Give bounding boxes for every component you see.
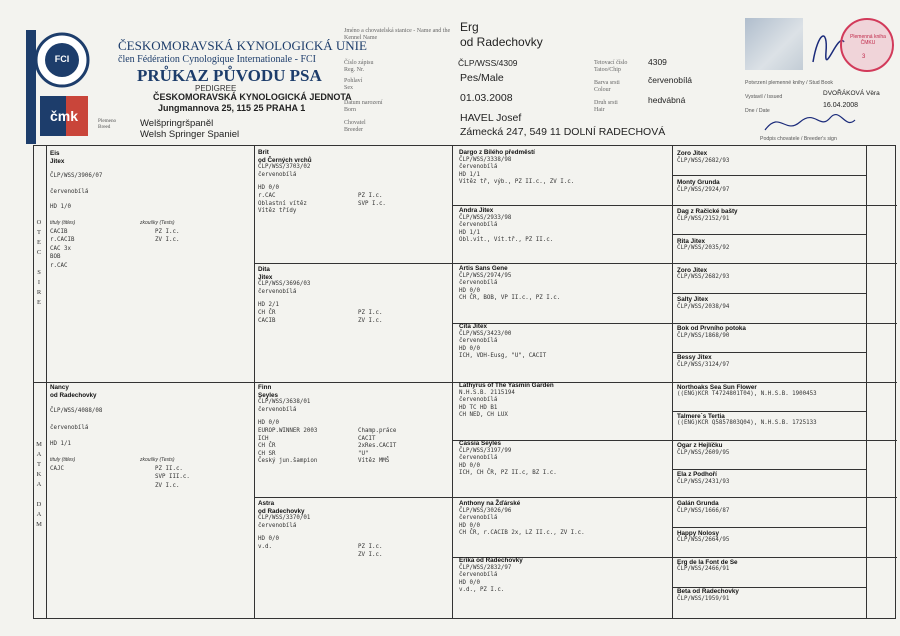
gen4-cell [677,588,739,603]
gen2-cell [258,500,383,588]
dog-born: 01.03.2008 [460,92,513,104]
dog-kennel: od Radechovky [460,35,543,49]
ancestor-name: Zoro Jitex [677,150,708,157]
gen4-cell [677,442,729,457]
ancestor-reg: ČLP/WSS/2431/93 [677,478,730,485]
label-studbook: Potvrzení plemenné knihy / Stud Book [745,80,833,86]
ancestor-line: červenobílá [459,338,498,345]
gen4-cell [677,325,746,340]
title-item: r.CACIB [50,237,75,244]
ancestor-reg: ((ENG)KCR Q5857803Q04), N.H.S.B. 1725133 [677,420,817,427]
gen4-cell [677,530,729,545]
ancestor-hd: HD 0/0 [258,420,279,427]
ancestor-reg: ČLP/WSS/3703/02 [258,164,311,171]
ancestor-name: Zoro Jitex [677,266,708,274]
gen4-cell [677,384,817,399]
ancestor-name: Brit [258,149,269,156]
ancestor-name: Monty Grunda [677,179,720,187]
ancestor-tests [358,544,382,559]
ancestor-name: Erg de la Font de Se [677,558,738,566]
ancestor-line: červenobílá [459,280,498,287]
dam-cell: Nancy od Radechovky ČLP/WSS/4088/08 červenobílá HD 1/1 tituly (titles) zkoušky (Tests) CAJC PZ II.c. SVP III.c. ZV I.c. [50,384,190,489]
issued-date: 16.04.2008 [823,102,859,109]
ancestor-name: Erika od Radechovky [459,557,523,564]
dog-colour: červenobílá [648,75,692,85]
ancestor-name: Cita Jitex [459,323,487,330]
label-colour: Barva srsti Colour [594,80,620,93]
ancestor-line: HD 0/0 [459,579,480,586]
gen4-cell [677,471,729,486]
side-letter: I [37,279,41,286]
dog-sex: Pes/Male [460,72,504,84]
ancestor-name: Ela z Podhoří [677,471,717,479]
ancestor-reg: ČLP/WSS/3124/97 [677,361,730,368]
label-date: Dne / Date [745,108,770,114]
gen4-cell [677,179,729,194]
ancestor-name: Dag z Račické bašty [677,208,738,216]
title-item: EUROP.WINNER 2003 [258,427,318,434]
side-letter: E [37,299,41,306]
ancestor-line: ČLP/WSS/2933/98 [459,214,512,221]
test-item: PZ I.c. [358,192,383,199]
ancestor-name: Finn [258,384,272,391]
ancestor-line: ČLP/WSS/3423/00 [459,330,512,337]
fci-logo-text: FCI [54,54,70,64]
title-item: CH SR [258,450,276,457]
dog-tattoo: 4309 [648,57,667,67]
side-letter: T [37,461,41,468]
ancestor-line: ČLP/WSS/3197/99 [459,447,512,454]
ancestor-reg: ČLP/WSS/2682/93 [677,157,730,164]
gen3-cell [459,207,553,245]
cmk-logo-letters: čmk [49,108,79,124]
ancestor-reg: ČLP/WSS/2152/91 [677,215,730,222]
title-item: r.CAC [258,192,276,199]
gen3-cell [459,440,557,478]
ancestor-reg: ((ENG)KCR T4724801T04), N.H.S.B. 1900453 [677,391,817,398]
gen3-cell [459,265,560,303]
ancestor-colour: červenobílá [258,522,297,529]
gen2-cell [258,266,383,354]
dam-side-label [33,440,45,530]
side-letter: O [36,219,42,226]
side-letter: R [36,289,42,296]
ancestor-tests [358,428,396,466]
dog-name: Erg [460,20,479,34]
breeder-name: HAVEL Josef [460,112,522,124]
title-item: Oblastní vítěz [258,200,307,207]
ancestor-name: Dargo z Bílého předměstí [459,149,535,156]
label-breeder: Chovatel Breeder [344,120,366,133]
test-item: CACIT [358,435,376,442]
ancestor-kennel: Seyles [258,391,278,399]
dog-reg: ČLP/WSS/4309 [458,58,518,68]
ancestor-line: červenobílá [459,515,498,522]
test-item: Vítěz MMŠ [358,458,390,465]
ancestor-line: CH NED, CH LUX [459,412,508,419]
ancestor-line: ČLP/WSS/3338/98 [459,156,512,163]
ancestor-kennel: od Černých vrchů [258,156,312,164]
title-item: CACIB [258,317,276,324]
gen3-cell [459,382,554,420]
gen4-cell [677,267,729,282]
hologram-sticker [745,18,803,70]
ancestor-line: ICH, CH ČR, PZ II.c, BZ I.c. [459,470,557,477]
gen4-cell [677,500,729,515]
breed-cz: Welšpringršpaněl [140,118,214,129]
ancestor-hd: HD 0/0 [258,536,279,543]
ancestor-reg: ČLP/WSS/2682/93 [677,274,730,281]
ancestor-line: červenobílá [459,222,498,229]
label-tattoo: Tetovací číslo Tatoo/Chip [594,60,628,73]
ancestor-name: Bok od Prvního potoka [677,325,746,333]
ancestor-line: Obl.vít., Vít.tř., PZ II.c. [459,237,554,244]
ancestor-name: Dita [258,266,270,273]
breed-label: Plemeno Breed [98,118,117,130]
ancestor-line: HD 0/0 [459,345,480,352]
ancestor-line: HD 1/1 [459,171,480,178]
label-born: Datum narození Born [344,100,383,113]
ancestor-name: Salty Jitex [677,296,709,303]
ancestor-reg: ČLP/WSS/2038/94 [677,303,730,310]
ancestor-name: Astra [258,500,275,507]
test-item: PZ II.c. [155,465,183,472]
ancestor-line: CH ČR, r.CACIB 2x, LZ II.c., ZV I.c. [459,530,585,537]
title-item: v.d. [258,543,272,550]
ancestor-name: Beta od Radechovky [677,588,739,595]
ancestor-line: v.d., PZ I.c. [459,587,505,594]
breeder-signature [760,110,860,136]
title-item: CAC 3x [50,245,71,252]
ancestor-hd: HD 2/1 [258,302,279,309]
ancestor-tests [358,310,382,325]
doc-subtitle: PEDIGREE [195,84,237,93]
label-reg: Číslo zápisu Reg. Nr. [344,60,374,73]
ancestor-line: červenobílá [459,572,498,579]
side-letter: K [36,471,42,478]
ancestor-reg: ČLP/WSS/3638/01 [258,399,311,406]
ancestor-name: Andra Jitex [459,207,494,214]
ancestor-kennel: Jitex [258,273,273,281]
side-letter: S [37,269,41,276]
gen2-cell [258,384,397,472]
ancestor-line: ČLP/WSS/2974/95 [459,272,512,279]
breed-en: Welsh Springer Spaniel [140,129,240,140]
gen3-cell [459,557,523,595]
side-letter: C [36,249,42,256]
test-item: SVP I.c. [358,200,386,207]
title-item: r.CAC [50,262,68,269]
ancestor-hd: HD 0/0 [258,185,279,192]
title-item: Vítěz třídy [258,208,297,215]
ancestor-titles [258,310,275,325]
cmku-fci-logo [26,30,90,144]
test-item: 2xRes.CACIT [358,443,397,450]
test-item: ZV I.c. [358,551,383,558]
breeder-address: Zámecká 247, 549 11 DOLNÍ RADECHOVÁ [460,126,666,138]
label-sex: Pohlaví Sex [344,78,363,91]
ancestor-name: Galán Grunda [677,500,719,508]
test-item: "U" [358,450,369,457]
ancestor-reg: ČLP/WSS/2664/95 [677,537,730,544]
ancestor-line: HD 1/1 [459,229,480,236]
gen4-cell [677,150,729,165]
label-hair: Druh srsti Hair [594,100,618,113]
gen4-cell [677,354,729,369]
gen4-cell [677,208,738,223]
test-item: Champ.práce [358,427,397,434]
title-item: CH ČR [258,309,276,316]
ancestor-reg: ČLP/WSS/1666/87 [677,507,730,514]
side-letter: E [37,239,41,246]
gen2-cell [258,149,386,237]
ancestor-name: Ogar z Hejlíčku [677,442,723,449]
test-item: SVP III.c. [155,474,190,481]
title-item: CAJC [50,465,64,472]
ancestor-line: ICH, VDH-Eusg, "U", CACIT [459,353,547,360]
test-item: PZ I.c. [155,228,180,235]
ancestor-kennel: od Radechovky [258,507,305,515]
title-item: BOB [50,254,61,261]
side-letter: D [36,501,42,508]
doc-title: PRŮKAZ PŮVODU PSA [137,66,322,85]
ancestor-name: Cassia Seyles [459,440,502,447]
test-item: PZ I.c. [358,543,383,550]
ancestor-reg: ČLP/WSS/3370/01 [258,515,311,522]
title-item: CH ČR [258,443,276,450]
ancestor-reg: ČLP/WSS/1868/90 [677,332,730,339]
ancestor-line: Vítěz tř, výb., PZ II.c., ZV I.c. [459,179,575,186]
test-item: ZV I.c. [358,317,383,324]
test-item: ZV I.c. [155,237,180,244]
ancestor-line: HD 0/0 [459,462,480,469]
gen3-cell [459,149,574,187]
ancestor-titles [258,193,307,216]
ancestor-line: CH ČR, BOB, VP II.c., PZ I.c. [459,295,561,302]
ancestor-name: Lathyrus of The Yasmin Garden [459,382,554,389]
ancestor-reg: ČLP/WSS/2609/95 [677,449,730,456]
org-name: ČESKOMORAVSKÁ KYNOLOGICKÁ UNIE [118,38,367,53]
gen4-cell [677,559,738,574]
test-item: PZ I.c. [358,309,383,316]
side-letter [33,258,45,268]
org-membership: člen Fédération Cynologique Internationale - FCI [118,54,317,65]
club-address: Jungmannova 25, 115 25 PRAHA 1 [158,103,306,113]
ancestor-line: červenobílá [459,397,498,404]
club-name: ČESKOMORAVSKÁ KYNOLOGICKÁ JEDNOTA [153,92,352,102]
ancestor-reg: ČLP/WSS/1959/91 [677,595,730,602]
label-breeder-sign: Podpis chovatele / Breeder's sign [760,136,837,142]
ancestor-reg: ČLP/WSS/2035/92 [677,245,730,252]
title-item: CACIB [50,228,68,235]
ancestor-name: Talmere´s Tertia [677,412,725,420]
ancestor-name: Happy Nolosy [677,529,719,537]
ancestor-line: ČLP/WSS/2832/97 [459,564,512,571]
ancestor-name: Anthony na Žďárské [459,500,521,507]
label-name: Jméno a chovatelská stanice - Name and the Kennel Name [344,28,451,41]
side-letter: A [36,481,42,488]
label-issued: Vystavil / Issued [745,94,783,100]
test-item: ZV I.c. [155,482,180,489]
side-letter: M [36,521,42,528]
ancestor-line: HD TC HD B1 [459,404,498,411]
ancestor-reg: ČLP/WSS/2466/91 [677,566,730,573]
side-letter: M [36,441,42,448]
gen3-cell [459,323,546,361]
ancestor-tests [358,193,386,208]
title-item: ICH [258,435,269,442]
side-letter [33,490,45,500]
gen4-cell [677,238,729,253]
sire-cell: Eis Jitex ČLP/WSS/3906/07 červenobílá HD 1/0 tituly (titles) zkoušky (Tests) CACIB r.CACIB CAC 3x BOB r.CAC PZ I.c. ZV I.c. [50,150,180,269]
ancestor-name: Rita Jitex [677,237,705,245]
ancestor-titles [258,428,317,466]
ancestor-colour: červenobílá [258,406,297,413]
ancestor-line: N.H.S.B. 2115194 [459,389,515,396]
ancestor-titles [258,544,272,552]
ancestor-line: HD 0/0 [459,522,480,529]
ancestor-name: Artis Sans Gene [459,265,508,272]
studbook-stamp: Plemenná kniha ČMKU 3 [840,18,894,72]
side-letter: A [36,451,42,458]
ancestor-reg: ČLP/WSS/3696/03 [258,281,311,288]
ancestor-name: Bessy Jitex [677,354,712,362]
ancestor-reg: ČLP/WSS/2924/97 [677,186,730,193]
side-letter: T [37,229,41,236]
ancestor-colour: červenobílá [258,171,297,178]
gen3-cell [459,500,585,538]
ancestor-line: červenobílá [459,164,498,171]
gen4-cell [677,413,817,428]
ancestor-colour: červenobílá [258,288,297,295]
sire-side-label [33,218,45,308]
side-letter: A [36,511,42,518]
ancestor-line: červenobílá [459,455,498,462]
gen4-cell [677,296,729,311]
title-item: Český jun.šampion [258,458,318,465]
ancestor-line: ČLP/WSS/3026/96 [459,507,512,514]
issued-by: DVOŘÁKOVÁ Věra [823,90,880,97]
ancestor-name: Northoaks Sea Sun Flower [677,383,757,391]
dog-hair: hedvábná [648,95,686,105]
ancestor-line: HD 0/0 [459,287,480,294]
